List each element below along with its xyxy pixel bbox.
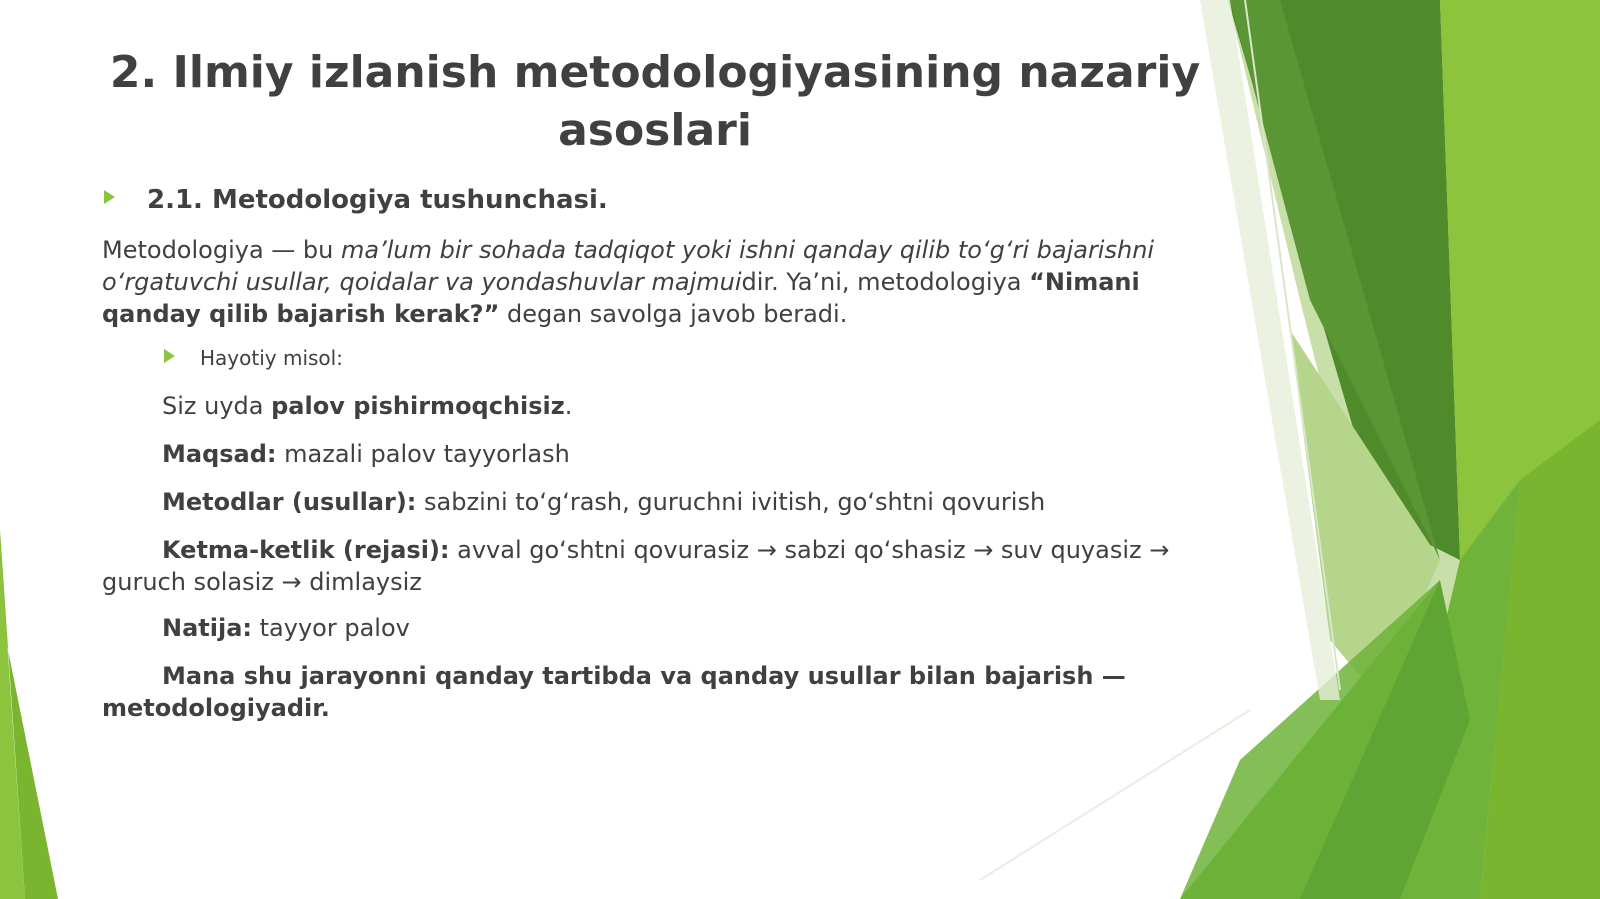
example-conclusion [102,660,1222,724]
section-heading-text: 2.1. Metodologiya tushunchasi. [147,185,608,215]
goal-label: Maqsad: [162,440,277,468]
sequence-text: avval go‘shtni qovurasiz → sabzi qo‘shasiz → suv quyasiz → guruch solasiz → dimlaysiz [102,536,1170,596]
sequence-label: Ketma-ketlik (rejasi): [162,536,450,564]
goal-text: mazali palov tayyorlash [276,440,570,468]
definition-italic: ma’lum bir sohada tadqiqot yoki ishni qanday qilib to‘g‘ri bajarishni o‘rgatuvchi usullar, qoidalar va yondashuvlar majmui [102,236,1155,296]
example-goal [102,438,1222,470]
slide-title: 2. Ilmiy izlanish metodologiyasining nazariy asoslari [109,47,1201,156]
example-result [102,612,1222,644]
example-intro-post: . [564,392,573,420]
example-intro-bold: palov pishirmoqchisiz [271,392,565,420]
sub-bullet-text: Hayotiy misol: [200,346,343,370]
definition-paragraph [102,234,1222,330]
methods-label: Metodlar (usullar): [162,488,417,516]
result-text: tayyor palov [252,614,410,642]
definition-text-1: Metodologiya — bu [102,236,341,264]
definition-bold-question: “Nimani qanday qilib bajarish kerak?” [102,268,1140,328]
example-intro-pre: Siz uyda [162,392,272,420]
methods-text: sabzini to‘g‘rash, guruchni ivitish, go‘shtni qovurish [416,488,1046,516]
bullet-arrow-icon [104,190,115,204]
example-intro [102,390,1222,422]
result-label: Natija: [162,614,252,642]
example-sequence [102,534,1222,598]
definition-text-3: degan savolga javob beradi. [499,300,848,328]
example-methods [102,486,1222,518]
conclusion-text: Mana shu jarayonni qanday tartibda va qanday usullar bilan bajarish — metodologiyadir. [102,662,1126,722]
sub-bullet-arrow-icon [164,349,175,363]
definition-text-2: dir. Ya’ni, metodologiya [741,268,1030,296]
